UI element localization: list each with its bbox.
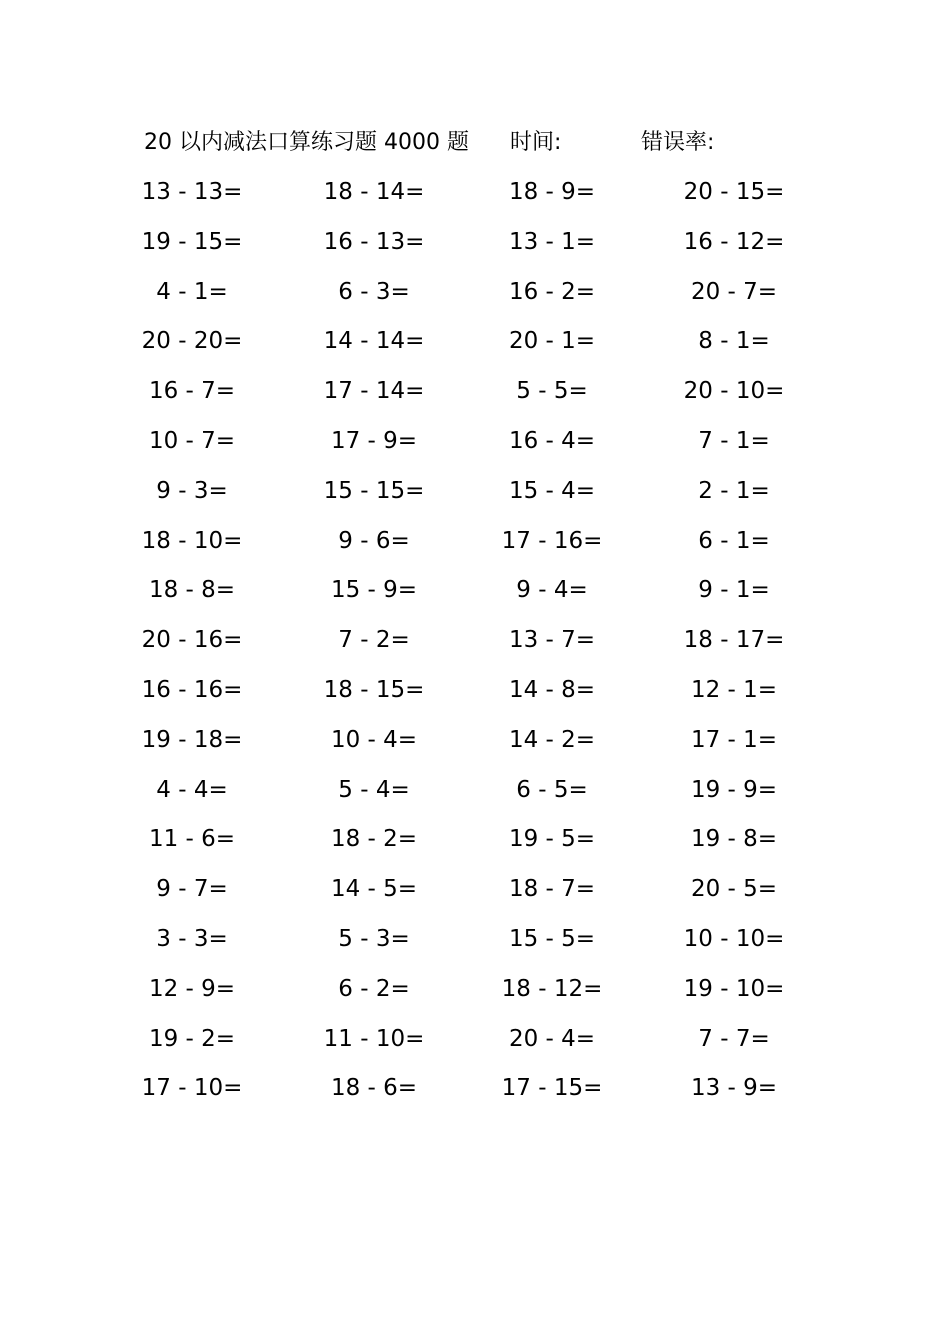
problem-item: 12 - 9= [148,975,236,1002]
problem-item: 20 - 10= [683,378,785,405]
problem-item: 16 - 16= [141,677,243,703]
problem-item: 18 - 15= [323,677,425,703]
problem-item: 16 - 7= [148,378,236,405]
problem-item: 8 - 1= [698,328,770,355]
problem-item: 7 - 1= [698,428,770,454]
problem-row [0,620,950,660]
problem-row [0,770,950,810]
problem-item: 17 - 15= [501,1075,603,1102]
problem-item: 13 - 9= [690,1075,778,1102]
problem-item: 14 - 5= [330,876,418,903]
problem-item: 18 - 10= [141,527,243,554]
problem-item: 5 - 3= [338,926,410,952]
problem-item: 16 - 13= [323,228,425,255]
problem-item: 20 - 15= [683,179,785,205]
problem-item: 16 - 2= [508,278,596,305]
problem-item: 6 - 5= [516,776,588,803]
problem-item: 5 - 4= [338,776,410,803]
problem-item: 6 - 3= [338,278,410,305]
problem-item: 7 - 2= [338,627,410,654]
problem-item: 3 - 3= [156,926,228,952]
problem-row [0,172,950,212]
problem-item: 19 - 15= [141,228,243,255]
problem-row [0,1019,950,1059]
problem-item: 6 - 1= [698,527,770,554]
problem-item: 20 - 16= [141,627,243,654]
problem-item: 19 - 18= [141,726,243,753]
problem-item: 9 - 6= [338,527,410,554]
problem-item: 15 - 4= [508,477,596,504]
problem-item: 19 - 8= [690,826,778,853]
problem-item: 18 - 8= [148,577,236,604]
problem-row [0,521,950,561]
problem-item: 16 - 12= [683,228,785,255]
problem-item: 18 - 17= [683,627,785,654]
problem-row [0,919,950,959]
problem-item: 9 - 4= [516,577,588,604]
problem-item: 19 - 5= [508,826,596,853]
problem-item: 20 - 7= [690,278,778,305]
problem-item: 20 - 5= [690,876,778,903]
problem-item: 15 - 15= [323,477,425,504]
problem-row [0,1068,950,1108]
problem-item: 18 - 6= [330,1075,418,1102]
problem-item: 2 - 1= [698,477,770,504]
problem-row [0,421,950,461]
problem-row [0,321,950,361]
problem-item: 20 - 4= [508,1025,596,1052]
problem-item: 18 - 7= [508,876,596,903]
problem-row [0,720,950,760]
problem-item: 6 - 2= [338,975,410,1002]
problem-item: 4 - 4= [156,776,228,803]
problem-item: 13 - 7= [508,627,596,654]
error-rate-label: 错误率: [641,130,715,155]
problem-item: 14 - 8= [508,677,596,703]
problem-item: 17 - 1= [690,726,778,753]
problem-item: 7 - 7= [698,1025,770,1052]
problem-item: 19 - 10= [683,975,785,1002]
problem-row [0,869,950,909]
problem-item: 13 - 1= [508,228,596,255]
problem-row [0,670,950,710]
problem-item: 5 - 5= [516,378,588,405]
problem-item: 10 - 7= [148,428,236,454]
worksheet-title: 20 以内减法口算练习题 4000 题 [144,130,469,155]
time-label: 时间: [510,130,562,155]
problem-item: 18 - 14= [323,179,425,205]
problem-item: 19 - 2= [148,1025,236,1052]
problem-item: 10 - 10= [683,926,785,952]
problem-item: 12 - 1= [690,677,778,703]
problem-row [0,272,950,312]
problem-item: 14 - 14= [323,328,425,355]
problem-item: 17 - 14= [323,378,425,405]
problem-item: 10 - 4= [330,726,418,753]
problem-row [0,969,950,1009]
problem-row [0,819,950,859]
problem-item: 11 - 10= [323,1025,425,1052]
problem-row [0,222,950,262]
problem-item: 17 - 16= [501,527,603,554]
problem-item: 18 - 2= [330,826,418,853]
problem-row [0,471,950,511]
problem-item: 11 - 6= [148,826,236,853]
problem-row [0,570,950,610]
problem-item: 18 - 12= [501,975,603,1002]
problem-item: 18 - 9= [508,179,596,205]
problem-row [0,371,950,411]
problem-item: 17 - 10= [141,1075,243,1102]
problem-item: 13 - 13= [141,179,243,205]
problem-item: 15 - 9= [330,577,418,604]
problem-item: 17 - 9= [330,428,418,454]
problem-item: 20 - 20= [141,328,243,355]
problem-item: 19 - 9= [690,776,778,803]
problem-item: 9 - 3= [156,477,228,504]
problem-item: 9 - 7= [156,876,228,903]
worksheet-header [144,126,784,160]
problem-item: 14 - 2= [508,726,596,753]
problem-item: 20 - 1= [508,328,596,355]
problem-item: 9 - 1= [698,577,770,604]
problem-item: 15 - 5= [508,926,596,952]
problem-item: 16 - 4= [508,428,596,454]
problem-item: 4 - 1= [156,278,228,305]
